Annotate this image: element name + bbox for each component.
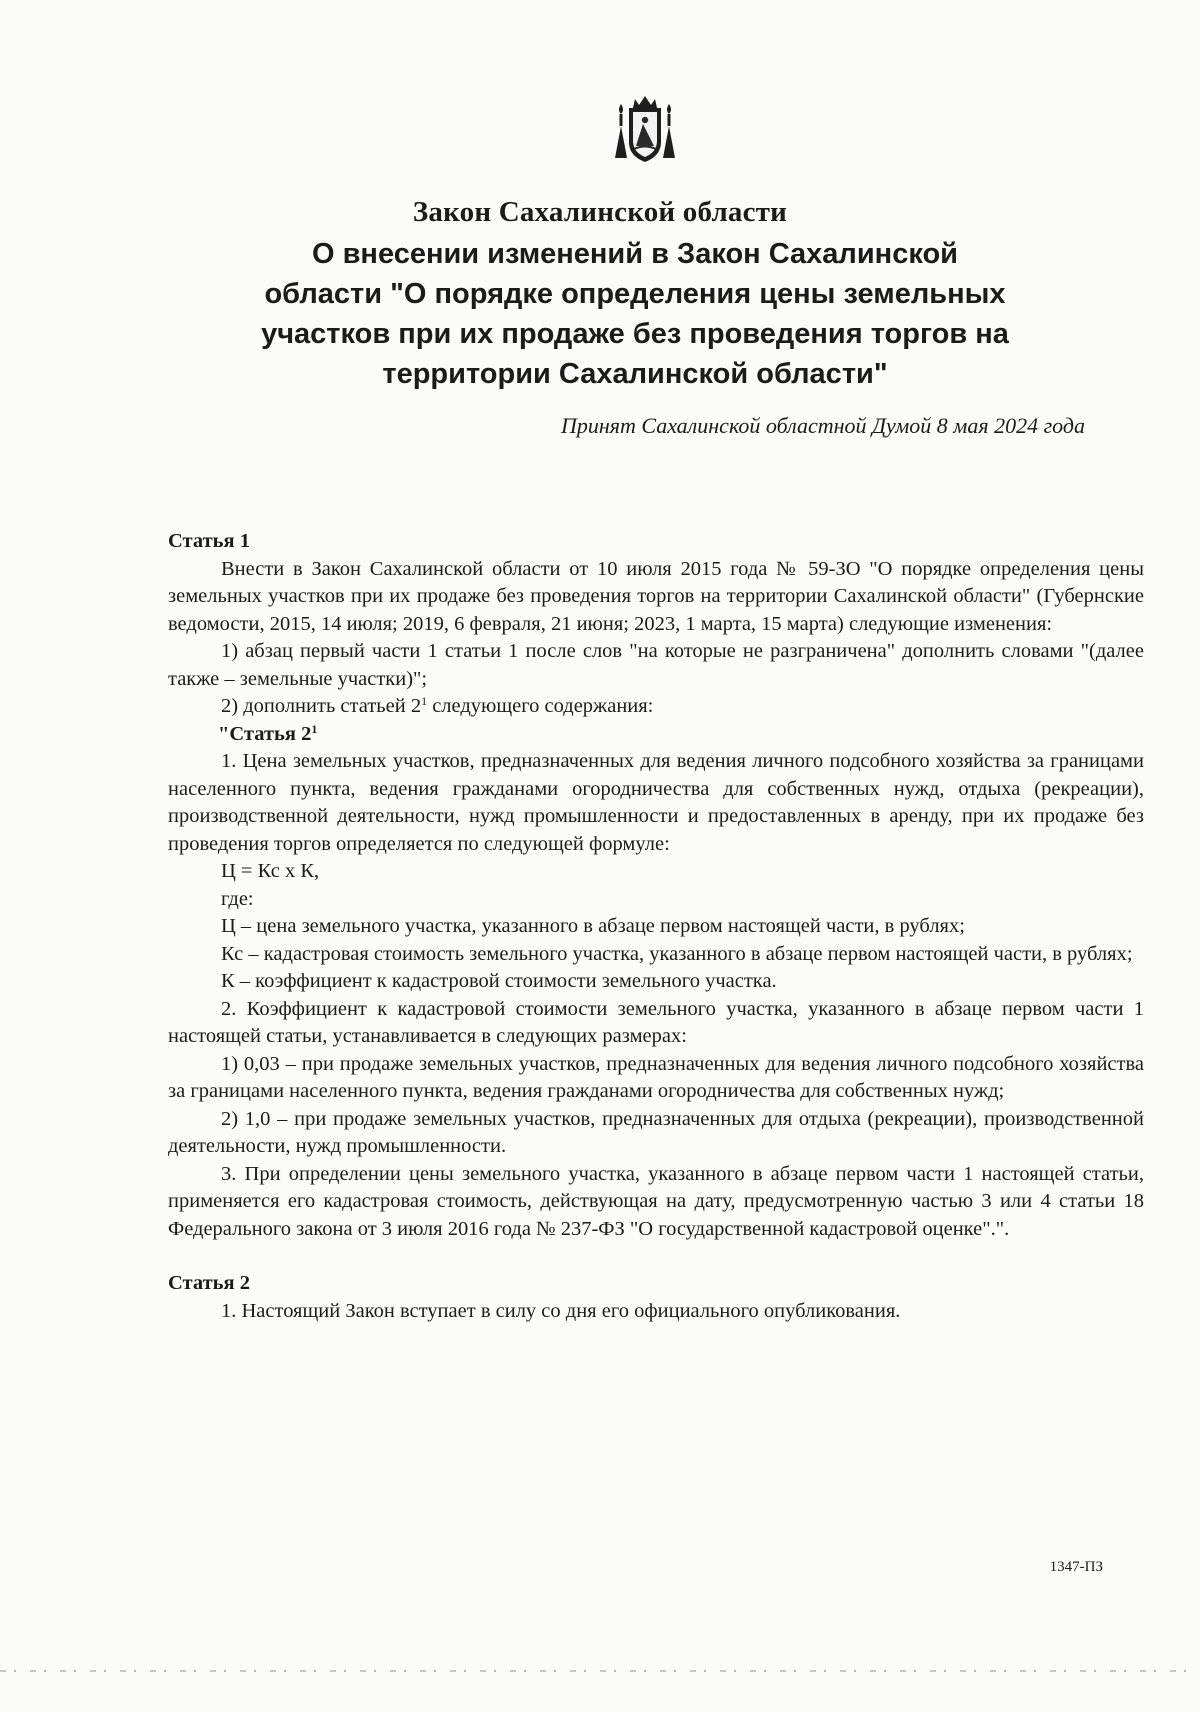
adoption-note: Принят Сахалинской областной Думой 8 мая 2024 года	[560, 413, 1085, 438]
article-1-intro: Внести в Закон Сахалинской области от 10 июля 2015 года № 59-ЗО "О порядке определения цены земельных участков при их продаже без проведения торгов на территории Сахалинской области" (Губернские ведомости, 2015, 14 июля; 2019, 6 февраля, 21 июня; 2023, 1 марта, 15 марта) следующие изменения:	[168, 557, 1144, 635]
paragraph-2-item-2: 2) 1,0 – при продаже земельных участков, предназначенных для отдыха (рекреации), производственной деятельности, нужд промышленности.	[168, 1107, 1144, 1157]
definition-coefficient: К – коэффициент к кадастровой стоимости земельного участка.	[221, 970, 777, 992]
amendment-item-2	[168, 693, 1144, 721]
article-1-heading: Статья 1	[168, 530, 250, 552]
spacer	[168, 1243, 1144, 1270]
law-subtitle-line: участков при их продаже без проведения торгов на	[261, 318, 1009, 350]
document-number: 1347-ПЗ	[1049, 1559, 1103, 1575]
new-article-heading-text: "Статья 2	[218, 722, 312, 745]
paragraph-3: 3. При определении цены земельного участка, указанного в абзаце первом части 1 настоящей статьи, применяется его кадастровая стоимость, действующая на дату, предусмотренную частью 3 или 4 статьи 18 Федерального закона от 3 июля 2016 года № 237-ФЗ "О государственной кадастровой оценке".".	[168, 1162, 1144, 1240]
law-title: Закон Сахалинской области	[412, 196, 788, 228]
coat-of-arms-icon	[605, 96, 685, 166]
paragraph-1: 1. Цена земельных участков, предназначенных для ведения личного подсобного хозяйства за границами населенного пункта, ведения гражданами огородничества для собственных нужд, отдыха (рекреации), производственной деятельности, нужд промышленности и предоставленных в аренду, при их продаже без проведения торгов определяется по следующей формуле:	[168, 750, 1144, 855]
amendment-item-2-text: 2) дополнить статьей 2	[221, 695, 422, 717]
scan-artifact-line	[0, 1670, 1200, 1672]
law-subtitle-line: территории Сахалинской области"	[382, 358, 888, 390]
new-article-heading	[218, 721, 1144, 749]
superscript: 1	[311, 721, 318, 736]
article-2-paragraph-1: 1. Настоящий Закон вступает в силу со дня его официального опубликования.	[221, 1299, 901, 1322]
paragraph-2-item-1: 1) 0,03 – при продаже земельных участков, предназначенных для ведения личного подсобного хозяйства за границами населенного пункта, ведения гражданами огородничества для собственных нужд;	[168, 1052, 1144, 1102]
definition-cadastral-value: Кс – кадастровая стоимость земельного участка, указанного в абзаце первом настоящей части, в рублях;	[221, 942, 1133, 965]
paragraph-2: 2. Коэффициент к кадастровой стоимости земельного участка, указанного в абзаце первом части 1 настоящей статьи, устанавливается в следующих размерах:	[168, 997, 1144, 1047]
law-subtitle-line: О внесении изменений в Закон Сахалинской	[311, 238, 958, 270]
law-subtitle	[200, 234, 1070, 394]
price-formula: Ц = Кс х К,	[221, 860, 320, 882]
superscript: 1	[421, 694, 428, 708]
law-body	[168, 528, 1144, 1325]
amendment-item-2-text: следующего содержания:	[427, 695, 654, 717]
law-subtitle-line: области "О порядке определения цены земельных	[264, 278, 1006, 310]
definition-price: Ц – цена земельного участка, указанного в абзаце первом настоящей части, в рублях;	[221, 915, 965, 937]
amendment-item-1: 1) абзац первый части 1 статьи 1 после слов "на которые не разграничена" дополнить словами "(далее также – земельные участки)";	[168, 640, 1144, 690]
where-label: где:	[221, 887, 254, 910]
article-2-heading: Статья 2	[168, 1272, 250, 1294]
